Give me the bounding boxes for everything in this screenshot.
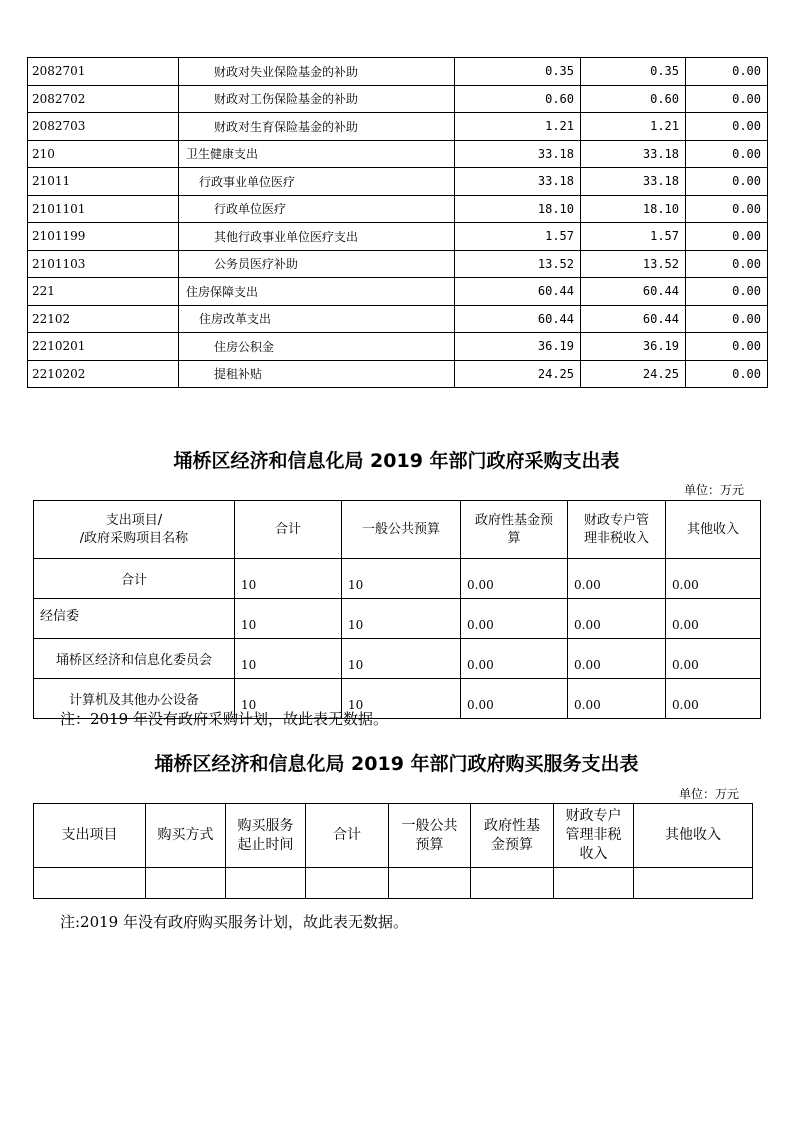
amount-project-cell: 0.00	[686, 250, 768, 278]
subject-code-cell: 2082702	[28, 85, 179, 113]
header-fund-line2: 金预算	[491, 836, 533, 853]
procurement-general-cell: 10	[342, 639, 461, 679]
amount-total-cell: 60.44	[455, 305, 581, 333]
table-row	[34, 559, 761, 599]
header-special-line2: 理非税收入	[583, 530, 649, 546]
amount-total-cell: 18.10	[455, 195, 581, 223]
procurement-table-title: 埇桥区经济和信息化局 2019 年部门政府采购支出表	[173, 450, 620, 472]
procurement-item-cell: 计算机及其他办公设备	[34, 679, 235, 719]
procurement-item-cell: 埇桥区经济和信息化委员会	[34, 639, 235, 679]
subject-name-cell: 财政对工伤保险基金的补助	[179, 85, 455, 113]
amount-project-cell: 0.00	[686, 195, 768, 223]
amount-project-cell: 0.00	[686, 113, 768, 141]
subject-name-cell: 住房保障支出	[179, 278, 455, 306]
procurement-expenditure-table	[33, 500, 761, 719]
procurement-other-cell: 0.00	[666, 559, 761, 599]
header-special-line1: 财政专户管	[583, 512, 649, 528]
amount-project-cell: 0.00	[686, 223, 768, 251]
amount-basic-cell: 1.21	[581, 113, 686, 141]
table-row	[28, 250, 768, 278]
header-fund-budget	[471, 804, 554, 868]
header-service-period	[226, 804, 306, 868]
subject-name-cell: 住房改革支出	[179, 305, 455, 333]
subject-name-cell: 提租补贴	[179, 360, 455, 388]
table-row	[34, 599, 761, 639]
amount-project-cell: 0.00	[686, 360, 768, 388]
service-purchase-table-title: 埇桥区经济和信息化局 2019 年部门政府购买服务支出表	[154, 753, 639, 775]
header-period-line2: 起止时间	[237, 836, 294, 853]
table-row	[28, 195, 768, 223]
amount-total-cell: 1.21	[455, 113, 581, 141]
amount-total-cell: 0.35	[455, 58, 581, 86]
subject-code-cell: 2210201	[28, 333, 179, 361]
header-fund-budget	[461, 501, 568, 559]
amount-basic-cell: 60.44	[581, 305, 686, 333]
header-total: 合计	[306, 804, 389, 868]
subject-name-cell: 行政事业单位医疗	[179, 168, 455, 196]
header-fund-line1: 政府性基	[484, 817, 540, 834]
procurement-item-cell: 经信委	[34, 599, 235, 639]
table-row	[28, 58, 768, 86]
subject-code-cell: 2101103	[28, 250, 179, 278]
amount-basic-cell: 36.19	[581, 333, 686, 361]
subject-name-cell: 财政对生育保险基金的补助	[179, 113, 455, 141]
header-special-account	[568, 501, 666, 559]
procurement-general-cell: 10	[342, 559, 461, 599]
amount-total-cell: 60.44	[455, 278, 581, 306]
table-row	[28, 168, 768, 196]
procurement-fund-cell: 0.00	[461, 639, 568, 679]
procurement-general-cell: 10	[342, 599, 461, 639]
amount-project-cell: 0.00	[686, 333, 768, 361]
subject-code-cell: 22102	[28, 305, 179, 333]
header-special-line2: 管理非税	[565, 827, 622, 843]
amount-project-cell: 0.00	[686, 168, 768, 196]
header-general-line2: 预算	[415, 836, 444, 853]
empty-data-row	[34, 868, 753, 899]
amount-total-cell: 36.19	[455, 333, 581, 361]
header-item-line1: 支出项目/	[105, 512, 163, 528]
header-fund-line2: 算	[507, 530, 521, 546]
empty-cell	[226, 868, 306, 899]
empty-cell	[389, 868, 471, 899]
empty-cell	[34, 868, 146, 899]
header-special-account	[554, 804, 634, 868]
header-item	[34, 501, 235, 559]
procurement-header-row	[34, 501, 761, 559]
amount-basic-cell: 13.52	[581, 250, 686, 278]
amount-basic-cell: 60.44	[581, 278, 686, 306]
table-row	[28, 113, 768, 141]
procurement-special-cell: 0.00	[568, 639, 666, 679]
table-row	[28, 305, 768, 333]
amount-total-cell: 24.25	[455, 360, 581, 388]
subject-code-cell: 2210202	[28, 360, 179, 388]
table-row	[28, 278, 768, 306]
procurement-other-cell: 0.00	[666, 639, 761, 679]
amount-basic-cell: 0.60	[581, 85, 686, 113]
subject-name-cell: 其他行政事业单位医疗支出	[179, 223, 455, 251]
amount-total-cell: 33.18	[455, 168, 581, 196]
table-row	[28, 223, 768, 251]
service-purchase-note: 注:2019 年没有政府购买服务计划，故此表无数据。	[60, 913, 408, 931]
header-expenditure-item: 支出项目	[34, 804, 146, 868]
header-general-budget: 一般公共预算	[342, 501, 461, 559]
subject-name-cell: 住房公积金	[179, 333, 455, 361]
procurement-note: 注：2019 年没有政府采购计划，故此表无数据。	[60, 710, 388, 728]
table-row	[28, 360, 768, 388]
header-general-budget	[389, 804, 471, 868]
subject-code-cell: 2101199	[28, 223, 179, 251]
service-purchase-table	[33, 803, 753, 899]
procurement-special-cell: 0.00	[568, 679, 666, 719]
amount-total-cell: 0.60	[455, 85, 581, 113]
procurement-other-cell: 0.00	[666, 679, 761, 719]
table-row	[28, 140, 768, 168]
header-fund-line1: 政府性基金预	[474, 512, 553, 528]
procurement-total-cell: 10	[235, 639, 342, 679]
procurement-special-cell: 0.00	[568, 559, 666, 599]
amount-total-cell: 13.52	[455, 250, 581, 278]
table-row	[34, 639, 761, 679]
subject-name-cell: 财政对失业保险基金的补助	[179, 58, 455, 86]
empty-cell	[471, 868, 554, 899]
header-other-income: 其他收入	[634, 804, 753, 868]
empty-cell	[554, 868, 634, 899]
procurement-total-cell: 10	[235, 599, 342, 639]
subject-code-cell: 21011	[28, 168, 179, 196]
service-purchase-unit-label: 单位：万元	[679, 787, 740, 801]
procurement-fund-cell: 0.00	[461, 599, 568, 639]
empty-cell	[306, 868, 389, 899]
amount-basic-cell: 1.57	[581, 223, 686, 251]
amount-project-cell: 0.00	[686, 58, 768, 86]
header-period-line1: 购买服务	[237, 817, 294, 834]
amount-project-cell: 0.00	[686, 140, 768, 168]
expenditure-continuation-table	[27, 57, 768, 388]
header-special-line3: 收入	[579, 846, 608, 862]
header-general-line1: 一般公共	[401, 817, 458, 834]
amount-basic-cell: 24.25	[581, 360, 686, 388]
header-other-income: 其他收入	[666, 501, 761, 559]
procurement-general-cell: 10	[342, 679, 461, 719]
amount-total-cell: 33.18	[455, 140, 581, 168]
subject-code-cell: 210	[28, 140, 179, 168]
subject-code-cell: 2101101	[28, 195, 179, 223]
procurement-total-cell: 10	[235, 559, 342, 599]
amount-project-cell: 0.00	[686, 85, 768, 113]
procurement-unit-label: 单位：万元	[684, 483, 745, 497]
procurement-fund-cell: 0.00	[461, 559, 568, 599]
empty-cell	[146, 868, 226, 899]
amount-project-cell: 0.00	[686, 305, 768, 333]
amount-basic-cell: 0.35	[581, 58, 686, 86]
subject-code-cell: 221	[28, 278, 179, 306]
procurement-total-cell: 10	[235, 679, 342, 719]
amount-project-cell: 0.00	[686, 278, 768, 306]
amount-basic-cell: 33.18	[581, 168, 686, 196]
subject-name-cell: 公务员医疗补助	[179, 250, 455, 278]
table-row	[28, 85, 768, 113]
header-special-line1: 财政专户	[565, 808, 622, 824]
subject-code-cell: 2082701	[28, 58, 179, 86]
header-total: 合计	[235, 501, 342, 559]
procurement-other-cell: 0.00	[666, 599, 761, 639]
amount-basic-cell: 18.10	[581, 195, 686, 223]
subject-name-cell: 卫生健康支出	[179, 140, 455, 168]
amount-total-cell: 1.57	[455, 223, 581, 251]
header-purchase-method: 购买方式	[146, 804, 226, 868]
service-header-row	[34, 804, 753, 868]
procurement-fund-cell: 0.00	[461, 679, 568, 719]
subject-name-cell: 行政单位医疗	[179, 195, 455, 223]
procurement-item-cell: 合计	[34, 559, 235, 599]
procurement-special-cell: 0.00	[568, 599, 666, 639]
header-item-line2: /政府采购项目名称	[79, 530, 189, 546]
subject-code-cell: 2082703	[28, 113, 179, 141]
amount-basic-cell: 33.18	[581, 140, 686, 168]
table-row	[28, 333, 768, 361]
empty-cell	[634, 868, 753, 899]
